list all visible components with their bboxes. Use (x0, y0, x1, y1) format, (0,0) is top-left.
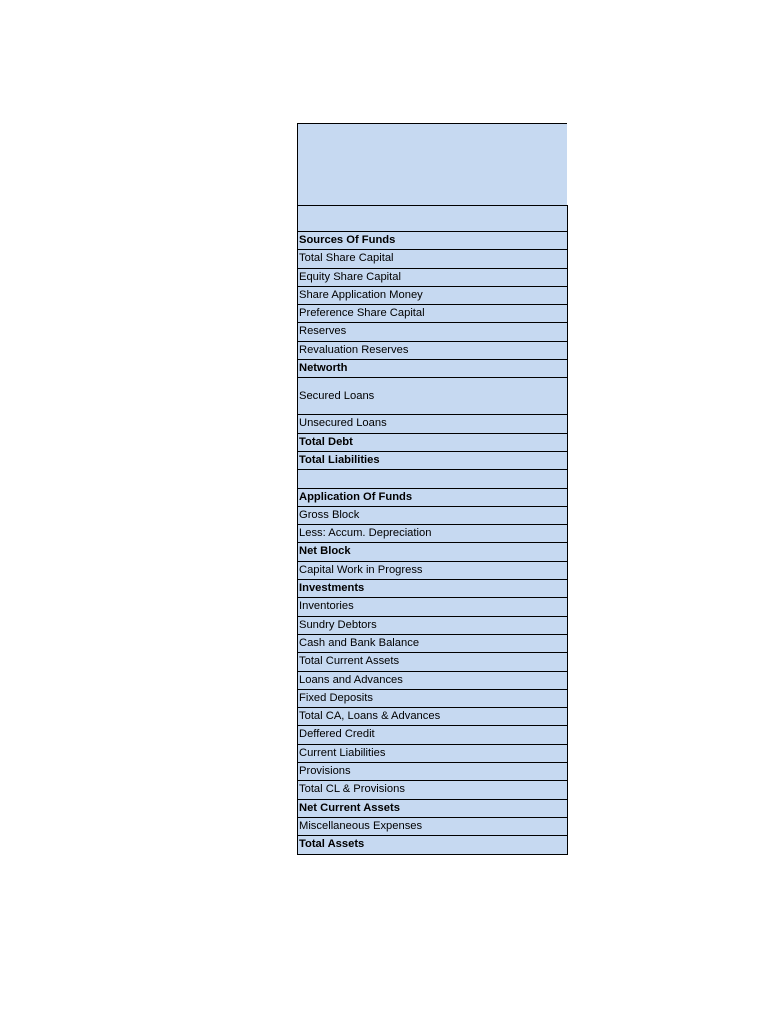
table-row: Inventories (298, 598, 567, 616)
table-row: Total CA, Loans & Advances (298, 708, 567, 726)
row-labels-column (297, 205, 568, 855)
table-row: Miscellaneous Expenses (298, 818, 567, 836)
table-row: Application Of Funds (298, 489, 567, 507)
table-row: Share Application Money (298, 287, 567, 305)
table-row: Investments (298, 580, 567, 598)
table-row: Equity Share Capital (298, 269, 567, 287)
table-row: Sources Of Funds (298, 232, 567, 250)
table-row: Preference Share Capital (298, 305, 567, 323)
table-row: Total Current Assets (298, 653, 567, 671)
table-row (298, 206, 567, 232)
table-row: Total Assets (298, 836, 567, 854)
table-row (298, 470, 567, 488)
table-row: Loans and Advances (298, 672, 567, 690)
table-row: Net Current Assets (298, 800, 567, 818)
table-row: Sundry Debtors (298, 617, 567, 635)
header-cell (297, 123, 567, 205)
balance-sheet-table (297, 123, 568, 855)
table-row: Provisions (298, 763, 567, 781)
table-row: Networth (298, 360, 567, 378)
table-row: Secured Loans (298, 378, 567, 415)
table-row: Total Share Capital (298, 250, 567, 268)
table-row: Less: Accum. Depreciation (298, 525, 567, 543)
table-row: Net Block (298, 543, 567, 561)
table-row: Fixed Deposits (298, 690, 567, 708)
table-row: Reserves (298, 323, 567, 341)
table-row: Total Debt (298, 434, 567, 452)
table-row: Total CL & Provisions (298, 781, 567, 799)
table-row: Revaluation Reserves (298, 342, 567, 360)
table-row: Total Liabilities (298, 452, 567, 470)
table-row: Cash and Bank Balance (298, 635, 567, 653)
table-row: Unsecured Loans (298, 415, 567, 433)
table-row: Capital Work in Progress (298, 562, 567, 580)
table-row: Gross Block (298, 507, 567, 525)
table-row: Deffered Credit (298, 726, 567, 744)
table-row: Current Liabilities (298, 745, 567, 763)
